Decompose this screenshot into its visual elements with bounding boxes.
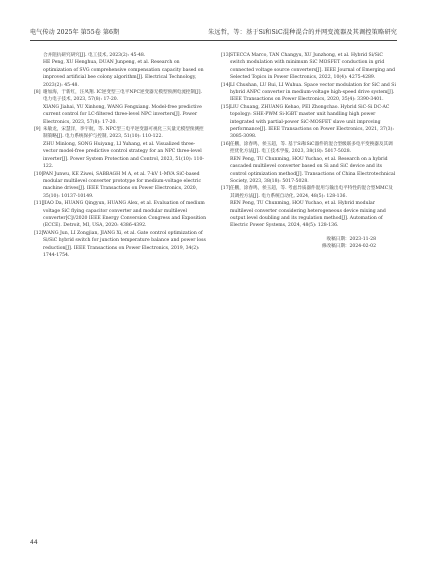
reference-entry [221,141,396,156]
article-authors-title: 朱远哲，等：基于Si和SiC混种混合的并网变流器及其调控策略研究 [207,29,397,36]
journal-info: 电气传动 2025年 第55卷 第6期 [30,29,120,36]
reference-entry [221,200,396,230]
reference-text: LIU Chuang, ZHUANG Kehao, PEI Zhongchao. Hybrid SiC-Si DC-AC topology: SHE-PWM Si-IGBT master unit handling high power integrated with partial-power SiC-MOSFET slave unit improving performance[J]. IEEE Transactions on Power Electronics, 2021, 37(3): 3085-3098. [230,104,394,140]
reference-text: REN Peng, TU Chunming, HOU Yuchao, et al. Hybrid modular multilevel converter considering heterogeneous device mixing and output level doubling and its regulation method[J]. Automation of Electric Power Systems, 2024, 48(5): 128-136. [230,201,386,229]
reference-text: STECCA Marco, TAN Changyu, XU Junzhong, et al. Hybrid Si/SiC switch modulation with minimum SiC MOSFET conduction in grid connected voltage source converters[J]. IEEE Journal of Emerging and Selected Topics in Power Electronics, 2022, 10(4): 4275-4289. [230,53,396,81]
reference-number: [13] [221,53,231,58]
reference-number: [16] [221,141,231,147]
reference-entry [34,141,208,171]
reference-number: [12] [34,230,44,236]
received-date: 收稿日期：2023-11-28 [326,236,376,242]
right-column-reference-list [221,52,396,230]
reference-entry [34,126,208,141]
references-left-column [34,52,208,259]
reference-number: [11] [34,201,44,207]
reference-text: 任鹏，涂春鸣，侯玉超，等. 考虑异质器件混用与输出电平特性的混合型MMC及其调控方法[J]. 电力系统自动化, 2024, 48(5): 128-136. [230,186,393,199]
article-dates [221,236,396,251]
reference-entry [34,200,208,230]
reference-entry [221,52,396,82]
reference-text: 朱敏龙，宋慧洋，李宇航，等. NPC型三电平逆变器可视化三矢量无模型预测控制策略[J]. 电力系统保护与控制, 2023, 51(10): 110-122. [43,127,204,140]
reference-number: [17] [221,186,231,192]
reference-text: PAN Junwu, KE Ziwei, SABBAGH M A, et al. 7-kV 1-MVA SiC-based modular multilevel converter prototype for medium-voltage electric machine drives[J]. IEEE Transactions on Power Electronics, 2020, 35(10): 10137-10149. [43,171,202,199]
reference-number: [15] [221,104,231,110]
reference-entry [34,59,208,89]
reference-text: HE Peng, XU Henghua, DUAN Junpeng, et al. Research on optimization of SVG comprehensive compensation capacity based on improved artificial bee colony algorithm[J]. Electrical Technology, 2023(2): 45-48. [43,60,204,88]
reference-entry [221,156,396,186]
reference-entry [34,104,208,126]
reference-text: 合并阻抗研究研究[J]. 电工技术, 2023(2): 45-48. [43,53,146,58]
reference-text: 任鹏，涂春鸣，侯玉超，等. 基于Si和SiC器件的混合型级联多电平变换器及其调控优化方法[J]. 电工技术学报, 2023, 38(18): 5017-5028. [230,141,393,155]
reference-text: WANG Jun, LI Zongjian, JIANG Xi, et al. Gate control optimization of Si/SiC hybrid switch for junction temperature balance and power loss reduction[J]. IEEE Transactions on Power Electronics, 2019, 34(2): 1744-1754. [43,230,206,258]
reference-number: [8] [34,90,41,96]
reference-text: XIANG Jiahai, YU Xinhong, WANG Fengxiang. Model-free predictive current control for LC-filtered three-level NPC inverters[J]. Power Electronics, 2023, 57(8): 17-20. [43,104,202,125]
reference-text: JIAO Da, HUANG Qingyun, HUANG Alex, et al. Evaluation of medium voltage SiC flying capacitor converter and modular multilevel converter[C]//2020 IEEE Energy Conversion Congress and Exposition (ECCE). Detroit, MI, USA, 2020: 4386-4392. [43,201,207,229]
reference-entry [34,89,208,104]
reference-text: ZHU Minlong, SONG Huiyang, LI Yuhang, et al. Visualized three-vector model-free predictive control strategy for an NPC three-level inverter[J]. Power System Protection and Control, 2023, 51(10): 110-122. [43,141,204,170]
reference-entry [221,104,396,141]
reference-entry [34,52,208,59]
reference-text: LI Chushan, LU Rui, LI Wuhua. Space vector modulation for SiC and Si hybrid ANPC converter in medium-voltage high-speed drive system[J]. IEEE Transactions on Power Electronics, 2020, 35(4): 3390-3401. [230,82,396,103]
reference-number: [14] [221,82,231,88]
reference-entry [34,230,208,260]
reference-entry [221,82,396,104]
page-number: 44 [30,539,38,546]
revised-date: 修改稿日期：2024-02-02 [321,244,376,250]
references-right-column [221,52,396,251]
reference-text: 谢加海，于新红，汪凤翔. IC逆变型三电平NPC逆变器无模型预测电流控制[J]. 电力电子技术, 2023, 57(8): 17-20. [43,90,202,103]
reference-number: [10] [34,171,44,177]
running-header [30,26,397,41]
reference-text: REN Peng, TU Chunming, HOU Yuchao, et al. Research on a hybrid cascaded multilevel converter based on Si and SiC device and its control optimization method[J]. Transactions of China Electrotechnical Society, 2023, 38(18): 5017-5028. [230,156,396,184]
reference-entry [221,185,396,200]
reference-entry [34,171,208,201]
reference-number: [9] [34,127,41,133]
